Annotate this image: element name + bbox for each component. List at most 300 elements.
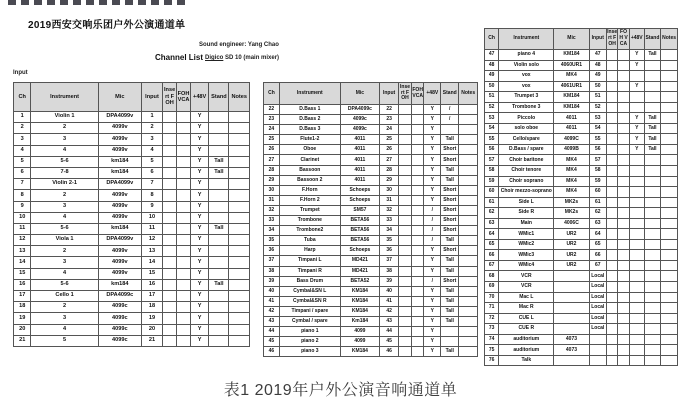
table-cell: Trombone [279,216,340,226]
table-cell: / [441,105,459,115]
table-cell: UR2 [554,239,589,250]
table-cell: KM184 [554,92,589,103]
table-cell [606,81,617,92]
table-cell: WMic3 [499,250,554,261]
table-cell [644,229,660,240]
table-cell [554,282,589,293]
table-row [14,134,250,145]
table-cell: MK2s [554,208,589,219]
column-header: Ch [485,29,499,50]
table-cell [399,246,412,256]
table-cell: 4099c [340,125,379,135]
table-cell: 15 [141,268,162,279]
table-cell [459,145,478,155]
table-cell [229,291,250,302]
table-cell: 44 [379,327,398,337]
table-cell [629,229,644,240]
table-cell [399,155,412,165]
table-cell: 18 [14,302,31,313]
table-cell: MK4 [554,176,589,187]
table-cell: Flute1-2 [279,135,340,145]
table-cell: CUE R [499,324,554,335]
table-row [485,292,678,303]
table-cell: 3 [31,201,98,212]
table-cell: vox [499,71,554,82]
table-cell: 4099v [98,134,141,145]
table-cell: DPA4099v [98,112,141,123]
column-header: Instrument [279,83,340,105]
table-cell: piano 1 [279,327,340,337]
table-cell: 13 [14,246,31,257]
table-cell: 23 [379,115,398,125]
table-cell: 5-6 [31,156,98,167]
table-cell: 68 [485,271,499,282]
table-cell [229,279,250,290]
table-cell: Y [190,179,208,190]
table-cell [399,327,412,337]
table-row [485,50,678,61]
table-cell [177,112,191,123]
table-cell: 7-8 [31,167,98,178]
table-cell: Y [190,212,208,223]
table-cell: 11 [14,223,31,234]
table-cell [411,337,424,347]
table-cell: 58 [589,166,606,177]
table-cell [606,113,617,124]
table-cell [459,216,478,226]
table-cell: 31 [264,195,280,205]
table-cell [229,212,250,223]
table-cell: MD421 [340,256,379,266]
table-row [485,355,678,366]
table-cell: km184 [98,223,141,234]
page-title: 2019西安交响乐团户外公演通道单 [28,20,186,31]
table-cell: Y [629,81,644,92]
table-cell: 4 [14,145,31,156]
table-cell: Y [424,347,441,357]
table-cell [644,166,660,177]
table-cell: Y [190,246,208,257]
column-header: FOH VCA [411,83,424,105]
table-row [264,306,478,316]
table-cell: 4 [31,145,98,156]
table-cell: auditorium [499,345,554,356]
table-cell: 4099v [98,246,141,257]
table-cell: 4061UR1 [554,81,589,92]
table-cell [606,324,617,335]
table-cell: 46 [379,347,398,357]
table-cell: 19 [141,313,162,324]
table-row [485,92,678,103]
column-header: Insert FOH [606,29,617,50]
table-cell [177,279,191,290]
column-header: Mic [554,29,589,50]
table-cell: 10 [141,212,162,223]
table-cell [177,246,191,257]
table-cell [163,179,177,190]
table-cell: Tall [441,236,459,246]
table-cell: 5 [14,156,31,167]
table-cell: Tall [644,144,660,155]
table-cell [661,134,678,145]
table-cell [459,266,478,276]
table-cell [661,218,678,229]
table-cell [644,355,660,366]
table-cell [411,306,424,316]
table-cell: 48 [589,60,606,71]
table-cell: auditorium [499,334,554,345]
table-cell [606,260,617,271]
table-cell: Viola 1 [31,235,98,246]
table-cell: Cymbal&SN L [279,286,340,296]
table-cell [177,123,191,134]
table-cell: KM184 [554,102,589,113]
table-cell [163,112,177,123]
table-cell: 27 [264,155,280,165]
table-cell: 65 [485,239,499,250]
table-cell [644,218,660,229]
table-cell [554,271,589,282]
table-cell: Y [190,201,208,212]
column-header: Mic [98,83,141,112]
table-cell [229,223,250,234]
table-cell: Y [190,145,208,156]
table-cell: solo oboe [499,123,554,134]
table-cell [163,134,177,145]
table-cell [399,216,412,226]
table-cell [459,236,478,246]
table-cell: 12 [141,235,162,246]
table-cell [606,187,617,198]
table-cell: 4073 [554,334,589,345]
table-cell [629,313,644,324]
table-cell [411,266,424,276]
table-cell: 2 [31,123,98,134]
table-cell [411,316,424,326]
table-cell: 4 [31,324,98,335]
table-cell: 61 [589,197,606,208]
table-cell: 5 [141,156,162,167]
table-cell: Local [589,324,606,335]
table-row [485,271,678,282]
table-cell [411,185,424,195]
table-cell [177,257,191,268]
table-cell [629,271,644,282]
table-row [485,260,678,271]
table-cell: Tall [441,347,459,357]
table-cell [618,355,629,366]
table-row [14,201,250,212]
table-cell: Trombone 3 [499,102,554,113]
table-cell: 56 [485,144,499,155]
table-row [264,145,478,155]
table-cell: 49 [589,71,606,82]
table-cell: 4099v [98,145,141,156]
table-cell [618,345,629,356]
column-header: Notes [661,29,678,50]
table-cell [629,345,644,356]
table-cell: 26 [264,145,280,155]
table-cell: 70 [485,292,499,303]
column-header: +48V [190,83,208,112]
table-cell: Local [589,292,606,303]
table-cell: 61 [485,197,499,208]
table-row [264,286,478,296]
table-cell [177,134,191,145]
table-row [264,246,478,256]
table-cell [411,276,424,286]
table-row [264,327,478,337]
table-cell: Y [190,223,208,234]
table-cell [177,179,191,190]
table-cell [606,71,617,82]
table-cell: Y [190,112,208,123]
table-row [14,179,250,190]
table-cell: 66 [485,250,499,261]
table-row [485,303,678,314]
table-cell: 21 [141,335,162,346]
table-row [485,166,678,177]
table-cell [209,335,229,346]
table-cell [177,167,191,178]
table-cell [459,185,478,195]
table-cell: 4011 [340,175,379,185]
table-cell: / [441,115,459,125]
table-cell [618,324,629,335]
table-cell: Y [424,316,441,326]
table-cell [399,145,412,155]
table-cell [229,235,250,246]
table-row [264,216,478,226]
table-cell: / [424,205,441,215]
table-cell: 16 [141,279,162,290]
table-cell [459,286,478,296]
mixer-brand: Digico [205,55,224,61]
table-cell: 38 [264,266,280,276]
table-cell: 15 [14,268,31,279]
column-header: FOH VCA [177,83,191,112]
column-header: Input [141,83,162,112]
table-cell: Y [424,105,441,115]
table-cell: 44 [264,327,280,337]
table-row [14,235,250,246]
table-cell [661,155,678,166]
table-cell [661,81,678,92]
table-row [14,268,250,279]
table-cell [177,268,191,279]
table-cell: 3 [14,134,31,145]
table-cell [177,324,191,335]
table-cell: Y [424,185,441,195]
table-cell: 67 [485,260,499,271]
table-row [485,239,678,250]
column-header: Insert FOH [399,83,412,105]
column-header: FOH VCA [618,29,629,50]
table-cell [229,179,250,190]
table-cell [629,92,644,103]
table-cell [661,102,678,113]
table-cell: 1 [14,112,31,123]
table-cell: Harp [279,246,340,256]
table-cell [399,286,412,296]
table-cell: Tall [209,167,229,178]
table-cell: Y [424,145,441,155]
table-cell [644,345,660,356]
table-cell [644,250,660,261]
table-cell [606,102,617,113]
table-cell: 47 [589,50,606,61]
table-cell: MK4 [554,166,589,177]
table-cell: km184 [98,167,141,178]
table-cell [618,81,629,92]
table-cell: UR2 [554,250,589,261]
table-cell: Y [190,190,208,201]
table-cell: VCR [499,282,554,293]
table-cell: BETA56 [340,236,379,246]
table-cell: Tall [209,156,229,167]
table-cell: / [424,236,441,246]
table-cell: Y [424,125,441,135]
table-cell [229,335,250,346]
table-cell: 17 [14,291,31,302]
table-cell: 42 [264,306,280,316]
table-cell: 72 [485,313,499,324]
table-cell [229,302,250,313]
table-cell: Y [424,337,441,347]
table-cell: Y [424,296,441,306]
table-cell [441,337,459,347]
table-cell: 4099 [340,337,379,347]
table-cell: 52 [589,102,606,113]
table-cell [618,134,629,145]
table-cell [644,271,660,282]
table-row [264,256,478,266]
table-cell [459,205,478,215]
table-cell [606,218,617,229]
table-cell: 3 [141,134,162,145]
table-row [14,257,250,268]
table-cell: Y [190,313,208,324]
table-cell [163,123,177,134]
table-cell: 29 [264,175,280,185]
table-row [14,324,250,335]
table-row [264,226,478,236]
table-row [14,212,250,223]
table-cell [644,334,660,345]
table-cell [459,105,478,115]
table-cell: 4099C [554,134,589,145]
table-cell: 51 [589,92,606,103]
table-cell [606,155,617,166]
table-cell: 2 [31,190,98,201]
table-cell [606,134,617,145]
table-cell [399,347,412,357]
table-cell: Tall [644,134,660,145]
table-cell: 4099B [554,144,589,155]
table-cell: 6 [141,167,162,178]
table-cell [606,123,617,134]
table-cell: 28 [264,165,280,175]
table-cell [618,50,629,61]
table-cell: 4099v [98,123,141,134]
table-cell [606,334,617,345]
table-cell [459,296,478,306]
table-row [264,185,478,195]
table-cell: 43 [264,316,280,326]
table-cell [163,156,177,167]
table-cell [644,81,660,92]
table-cell [209,112,229,123]
table-cell: Tall [644,50,660,61]
table-row [264,125,478,135]
table-cell: Talk [499,355,554,366]
table-row [14,156,250,167]
table-cell: Y [190,134,208,145]
table-cell: Short [441,216,459,226]
table-cell: 31 [379,195,398,205]
table-cell [661,313,678,324]
table-cell: 4011 [340,155,379,165]
table-cell [163,313,177,324]
table-cell [629,218,644,229]
table-cell [629,239,644,250]
table-cell: Short [441,155,459,165]
table-cell: 63 [589,218,606,229]
table-cell [629,355,644,366]
table-cell [644,60,660,71]
table-cell [459,195,478,205]
table-cell: 4099v [98,190,141,201]
table-cell: 54 [589,123,606,134]
table-cell: 58 [485,166,499,177]
table-row [264,115,478,125]
table-cell: 55 [485,134,499,145]
table-cell: 55 [589,134,606,145]
table-cell [618,250,629,261]
table-cell [606,292,617,303]
table-cell [229,201,250,212]
table-cell [618,239,629,250]
table-cell [411,105,424,115]
table-cell [661,260,678,271]
table-cell: Y [424,135,441,145]
table-cell: km184 [98,156,141,167]
table-cell [606,166,617,177]
table-cell [459,306,478,316]
table-row [485,144,678,155]
table-cell: 75 [485,345,499,356]
table-cell: Y [629,50,644,61]
header-row [14,83,250,112]
table-cell: Y [424,115,441,125]
table-row [485,334,678,345]
table-cell: DPA4099c [98,291,141,302]
table-cell: 18 [141,302,162,313]
table-cell [629,208,644,219]
table-cell: 63 [485,218,499,229]
table-cell: 9 [141,201,162,212]
table-cell: Tall [441,256,459,266]
table-cell [629,303,644,314]
table-cell [399,115,412,125]
table-cell: 30 [264,185,280,195]
column-header: Mic [340,83,379,105]
table-cell [177,190,191,201]
table-cell [644,187,660,198]
table-cell [163,324,177,335]
table-cell: 4099c [98,313,141,324]
table-cell: Short [441,276,459,286]
